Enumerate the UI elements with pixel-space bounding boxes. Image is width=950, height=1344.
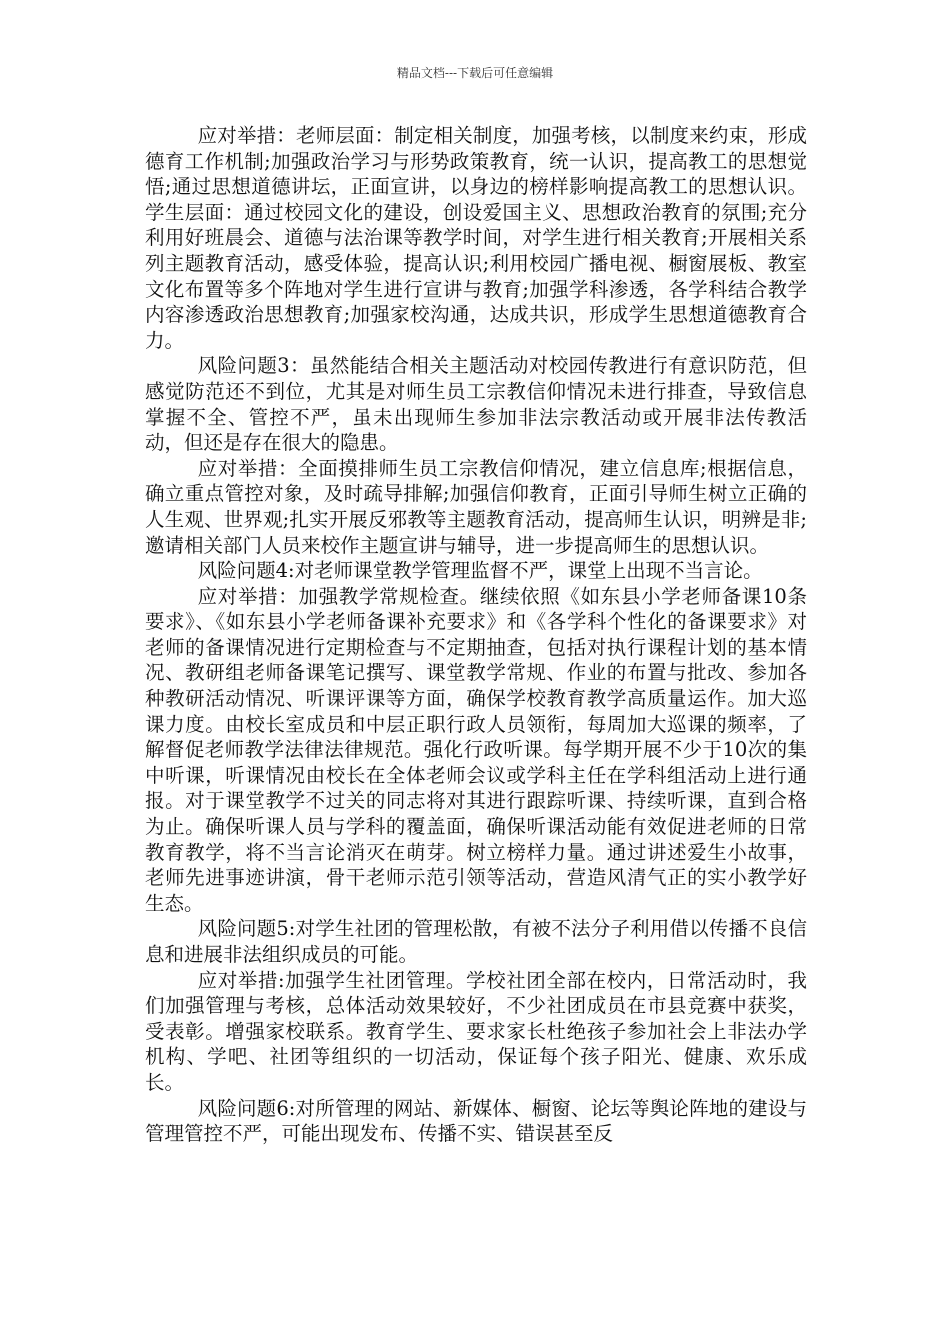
- paragraph-risk-3: 风险问题3：虽然能结合相关主题活动对校园传教进行有意识防范，但感觉防范还不到位，尤其是对师生员工宗教信仰情况未进行排查，导致信息掌握不全、管控不严，虽未出现师生参加非法宗教活动或开展非法传教活动，但还是存在很大的隐患。: [145, 354, 807, 455]
- paragraph-measures-1: 应对举措：老师层面：制定相关制度，加强考核，以制度来约束，形成德育工作机制;加强政治学习与形势政策教育，统一认识，提高教工的思想觉悟;通过思想道德讲坛，正面宣讲，以身边的榜样影响提高教工的思想认识。学生层面：通过校园文化的建设，创设爱国主义、思想政治教育的氛围;充分利用好班晨会、道德与法治课等教学时间，对学生进行相关教育;开展相关系列主题教育活动，感受体验，提高认识;利用校园广播电视、橱窗展板、教室文化布置等多个阵地对学生进行宣讲与教育;加强学科渗透，各学科结合教学内容渗透政治思想教育;加强家校沟通，达成共识，形成学生思想道德教育合力。: [145, 124, 807, 352]
- paragraph-risk-5: 风险问题5:对学生社团的管理松散，有被不法分子利用借以传播不良信息和进展非法组织成员的可能。: [145, 917, 807, 966]
- paragraph-measures-3: 应对举措：全面摸排师生员工宗教信仰情况，建立信息库;根据信息，确立重点管控对象，及时疏导排解;加强信仰教育，正面引导师生树立正确的人生观、世界观;扎实开展反邪教等主题教育活动，提高师生认识，明辨是非;邀请相关部门人员来校作主题宣讲与辅导，进一步提高师生的思想认识。: [145, 456, 807, 557]
- paragraph-measures-4: 应对举措：加强教学常规检查。继续依照《如东县小学老师备课10条要求》、《如东县小学老师备课补充要求》和《各学科个性化的备课要求》对老师的备课情况进行定期检查与不定期抽查，包括对执行课程计划的基本情况、教研组老师备课笔记撰写、课堂教学常规、作业的布置与批改、参加各种教研活动情况、听课评课等方面，确保学校教育教学高质量运作。加大巡课力度。由校长室成员和中层正职行政人员领衔，每周加大巡课的频率，了解督促老师教学法律法律规范。强化行政听课。每学期开展不少于10次的集中听课，听课情况由校长在全体老师会议或学科主任在学科组活动上进行通报。对于课堂教学不过关的同志将对其进行跟踪听课、持续听课，直到合格为止。确保听课人员与学科的覆盖面，确保听课活动能有效促进老师的日常教育教学，将不当言论消灭在萌芽。树立榜样力量。通过讲述爱生小故事，老师先进事迹讲演，骨干老师示范引领等活动，营造风清气正的实小教学好生态。: [145, 584, 807, 915]
- paragraph-risk-4: 风险问题4:对老师课堂教学管理监督不严，课堂上出现不当言论。: [197, 559, 763, 583]
- document-body: [145, 123, 807, 1147]
- page-header: 精品文档---下载后可任意编辑: [396, 66, 554, 80]
- paragraph-measures-5: 应对举措:加强学生社团管理。学校社团全部在校内，日常活动时，我们加强管理与考核，总体活动效果较好，不少社团成员在市县竞赛中获奖，受表彰。增强家校联系。教育学生、要求家长杜绝孩子参加社会上非法办学机构、学吧、社团等组织的一切活动，保证每个孩子阳光、健康、欢乐成长。: [145, 968, 807, 1094]
- paragraph-risk-6: 风险问题6:对所管理的网站、新媒体、橱窗、论坛等舆论阵地的建设与管理管控不严，可能出现发布、传播不实、错误甚至反: [145, 1096, 807, 1146]
